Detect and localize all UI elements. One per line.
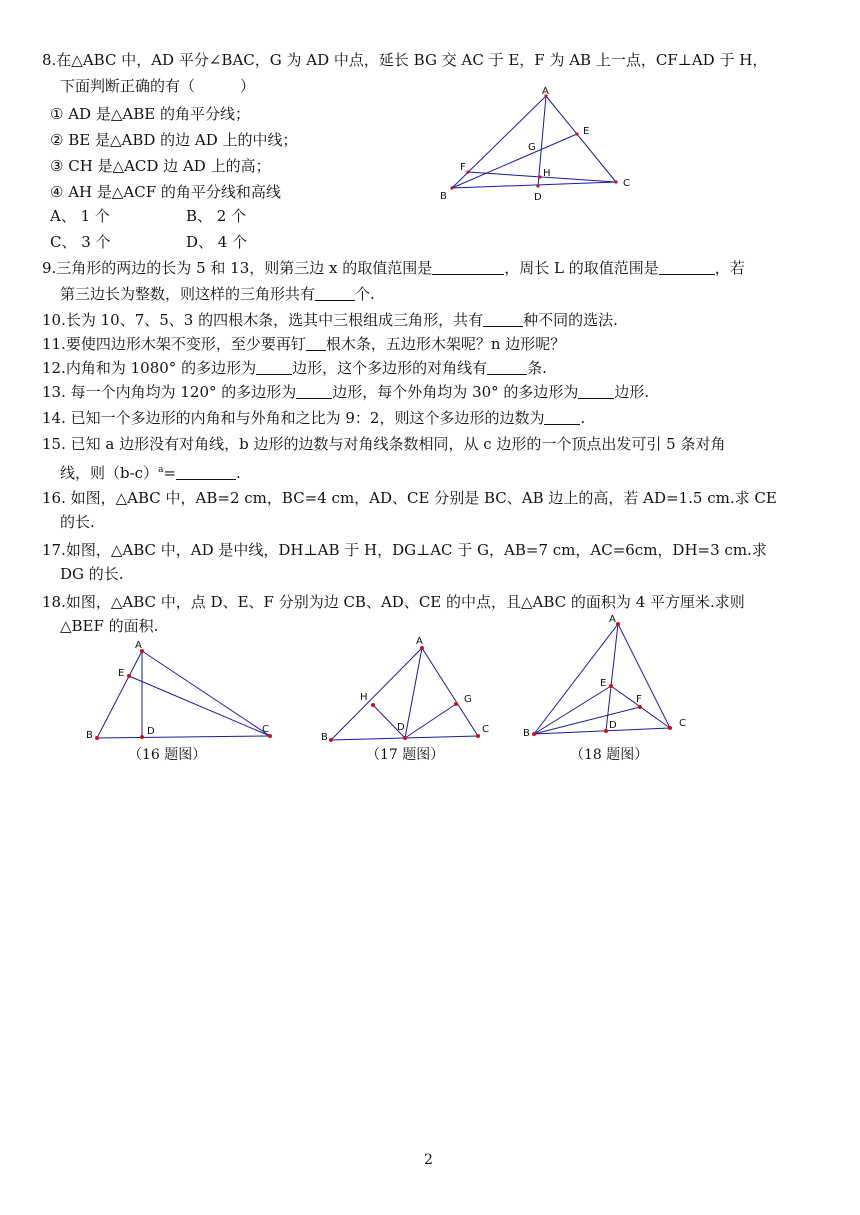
point-f <box>466 170 469 173</box>
q9-line2 <box>60 284 375 304</box>
q9-text-b: ，周长 L 的取值范围是 <box>504 259 659 277</box>
figure-17-caption: （17 题图） <box>366 747 445 763</box>
q8-statement-2: ② BE 是△ABD 的边 AD 上的中线； <box>50 131 298 149</box>
q18-line2: △BEF 的面积. <box>60 617 159 635</box>
q8-statement-3: ③ CH 是△ACD 边 AD 上的高； <box>50 157 271 175</box>
q8-line1: 8.在△ABC 中，AD 平分∠BAC，G 为 AD 中点，延长 BG 交 AC 于 E，F 为 AB 上一点，CF⊥AD 于 H， <box>42 51 768 69</box>
q15-line1: 15. 已知 a 边形没有对角线，b 边形的边数与对角线条数相同，从 c 边形的一个顶点出发可引 5 条对角 <box>42 435 726 453</box>
point-b <box>532 732 536 736</box>
q12-text-b: 边形，这个多边形的对角线有 <box>292 359 488 377</box>
segment-be <box>534 686 611 734</box>
label-c: C <box>679 718 686 729</box>
point-d <box>140 735 144 739</box>
q18-line1: 18.如图，△ABC 中，点 D、E、F 分别为边 CB、AD、CE 的中点，且△ABC 的面积为 4 平方厘米.求则 <box>42 593 745 611</box>
label-a: A <box>609 614 616 625</box>
q9-text-e: 个. <box>355 285 375 303</box>
point-h <box>371 703 375 707</box>
point-d <box>536 184 539 187</box>
q9-blank-count[interactable] <box>315 286 355 301</box>
q15-text-c: = <box>163 464 177 482</box>
segment-be <box>452 134 577 188</box>
label-e: E <box>600 678 607 689</box>
q9-text-c: ，若 <box>714 259 745 277</box>
q11-blank[interactable] <box>306 336 326 351</box>
q10-blank[interactable] <box>483 312 523 327</box>
point-c <box>476 734 480 738</box>
label-b: B <box>321 732 328 743</box>
q12-text-a: 12.内角和为 1080° 的多边形为 <box>42 359 257 377</box>
q10-text-b: 种不同的选法. <box>523 311 618 329</box>
segment-bc <box>97 736 270 738</box>
segment-ab <box>331 648 422 740</box>
segment-dg <box>405 704 456 738</box>
label-d: D <box>147 726 155 737</box>
label-d: D <box>397 722 405 733</box>
q14-text-a: 14. 已知一个多边形的内角和与外角和之比为 9：2，则这个多边形的边数为 <box>42 409 545 427</box>
point-e <box>127 674 131 678</box>
figure-16 <box>80 636 290 746</box>
q12-line <box>42 358 547 378</box>
figure-18 <box>520 612 700 742</box>
q12-text-c: 条. <box>527 359 547 377</box>
q15-exponent: a <box>158 465 164 475</box>
label-b: B <box>86 730 93 741</box>
segment-ab <box>97 651 142 738</box>
label-c: C <box>482 724 489 735</box>
q13-text-c: 边形. <box>614 383 650 401</box>
label-a: A <box>542 86 549 97</box>
q16-line2: 的长. <box>60 513 95 531</box>
label-d: D <box>534 192 542 203</box>
q15-line2 <box>60 460 241 483</box>
point-e <box>575 132 578 135</box>
q8-line2: 下面判断正确的有（ ） <box>60 77 256 95</box>
segment-ac <box>618 624 670 728</box>
label-h: H <box>360 692 368 703</box>
q13-text-b: 边形，每个外角均为 30° 的多边形为 <box>332 383 579 401</box>
label-g: G <box>528 142 536 153</box>
q10-line <box>42 310 618 330</box>
label-g: G <box>464 694 472 705</box>
label-e: E <box>118 668 125 679</box>
q9-line1 <box>42 258 745 278</box>
label-f: F <box>460 162 466 173</box>
q13-blank-2[interactable] <box>578 384 614 399</box>
q11-line <box>42 334 565 354</box>
q9-blank-perimeter-range[interactable] <box>659 260 715 275</box>
segment-ac <box>546 96 616 182</box>
q8-statement-1: ① AD 是△ABE 的角平分线； <box>50 105 250 123</box>
point-b <box>450 186 453 189</box>
q17-line2: DG 的长. <box>60 565 124 583</box>
label-h: H <box>543 168 551 179</box>
point-g <box>454 702 458 706</box>
point-a <box>616 622 620 626</box>
q15-text-b: 线，则（b-c） <box>60 464 159 482</box>
label-d: D <box>609 720 617 731</box>
q14-blank[interactable] <box>544 410 580 425</box>
q13-blank-1[interactable] <box>296 384 332 399</box>
label-c: C <box>623 178 630 189</box>
point-f <box>638 705 642 709</box>
segment-ac <box>142 651 270 736</box>
q8-statement-4: ④ AH 是△ACF 的角平分线和高线 <box>50 183 281 201</box>
q8-option-a: A、 1 个 <box>50 207 110 225</box>
q12-blank-2[interactable] <box>487 360 527 375</box>
figure-17 <box>316 632 506 746</box>
point-d <box>604 729 608 733</box>
figure-16-caption: （16 题图） <box>128 747 207 763</box>
q11-text-b: 根木条，五边形木架呢？n 边形呢？ <box>325 335 566 353</box>
point-d <box>403 736 407 740</box>
label-a: A <box>135 640 142 651</box>
segment-ad <box>405 648 422 738</box>
label-b: B <box>440 191 447 202</box>
q16-line1: 16. 如图，△ABC 中，AB=2 cm，BC=4 cm，AD、CE 分别是 BC、AB 边上的高，若 AD=1.5 cm.求 CE <box>42 489 777 507</box>
page-number: 2 <box>424 1152 433 1168</box>
q9-text-d: 第三边长为整数，则这样的三角形共有 <box>60 285 316 303</box>
q8-option-b: B、 2 个 <box>186 207 247 225</box>
q13-text-a: 13. 每一个内角均为 120° 的多边形为 <box>42 383 297 401</box>
figure-18-caption: （18 题图） <box>570 747 649 763</box>
label-a: A <box>416 636 423 647</box>
q8-option-c: C、 3 个 <box>50 233 111 251</box>
label-e: E <box>583 126 590 137</box>
label-f: F <box>636 694 642 705</box>
q17-line1: 17.如图，△ABC 中，AD 是中线，DH⊥AB 于 H，DG⊥AC 于 G，AB=7 cm，AC=6cm，DH=3 cm.求 <box>42 541 767 559</box>
q14-line <box>42 408 585 428</box>
point-b <box>329 738 333 742</box>
label-b: B <box>523 728 530 739</box>
q15-blank[interactable] <box>176 465 236 480</box>
segment-bc <box>452 182 616 188</box>
point-b <box>95 736 99 740</box>
q13-line <box>42 382 649 402</box>
q8-option-d: D、 4 个 <box>186 233 248 251</box>
segment-cf <box>468 172 616 182</box>
q12-blank-1[interactable] <box>256 360 292 375</box>
q8-figure <box>430 88 650 208</box>
q9-text-a: 9.三角形的两边的长为 5 和 13，则第三边 x 的取值范围是 <box>42 259 433 277</box>
point-c <box>668 726 672 730</box>
q11-text-a: 11.要使四边形木架不变形，至少要再钉 <box>42 335 306 353</box>
point-e <box>609 684 613 688</box>
q10-text-a: 10.长为 10、7、5、3 的四根木条，选其中三根组成三角形，共有 <box>42 311 484 329</box>
q15-text-d: . <box>236 464 241 482</box>
q14-text-b: . <box>580 409 586 427</box>
point-c <box>614 180 617 183</box>
q9-blank-x-range[interactable] <box>432 260 504 275</box>
point-h <box>538 175 541 178</box>
segment-ac <box>422 648 478 736</box>
label-c: C <box>262 724 269 735</box>
